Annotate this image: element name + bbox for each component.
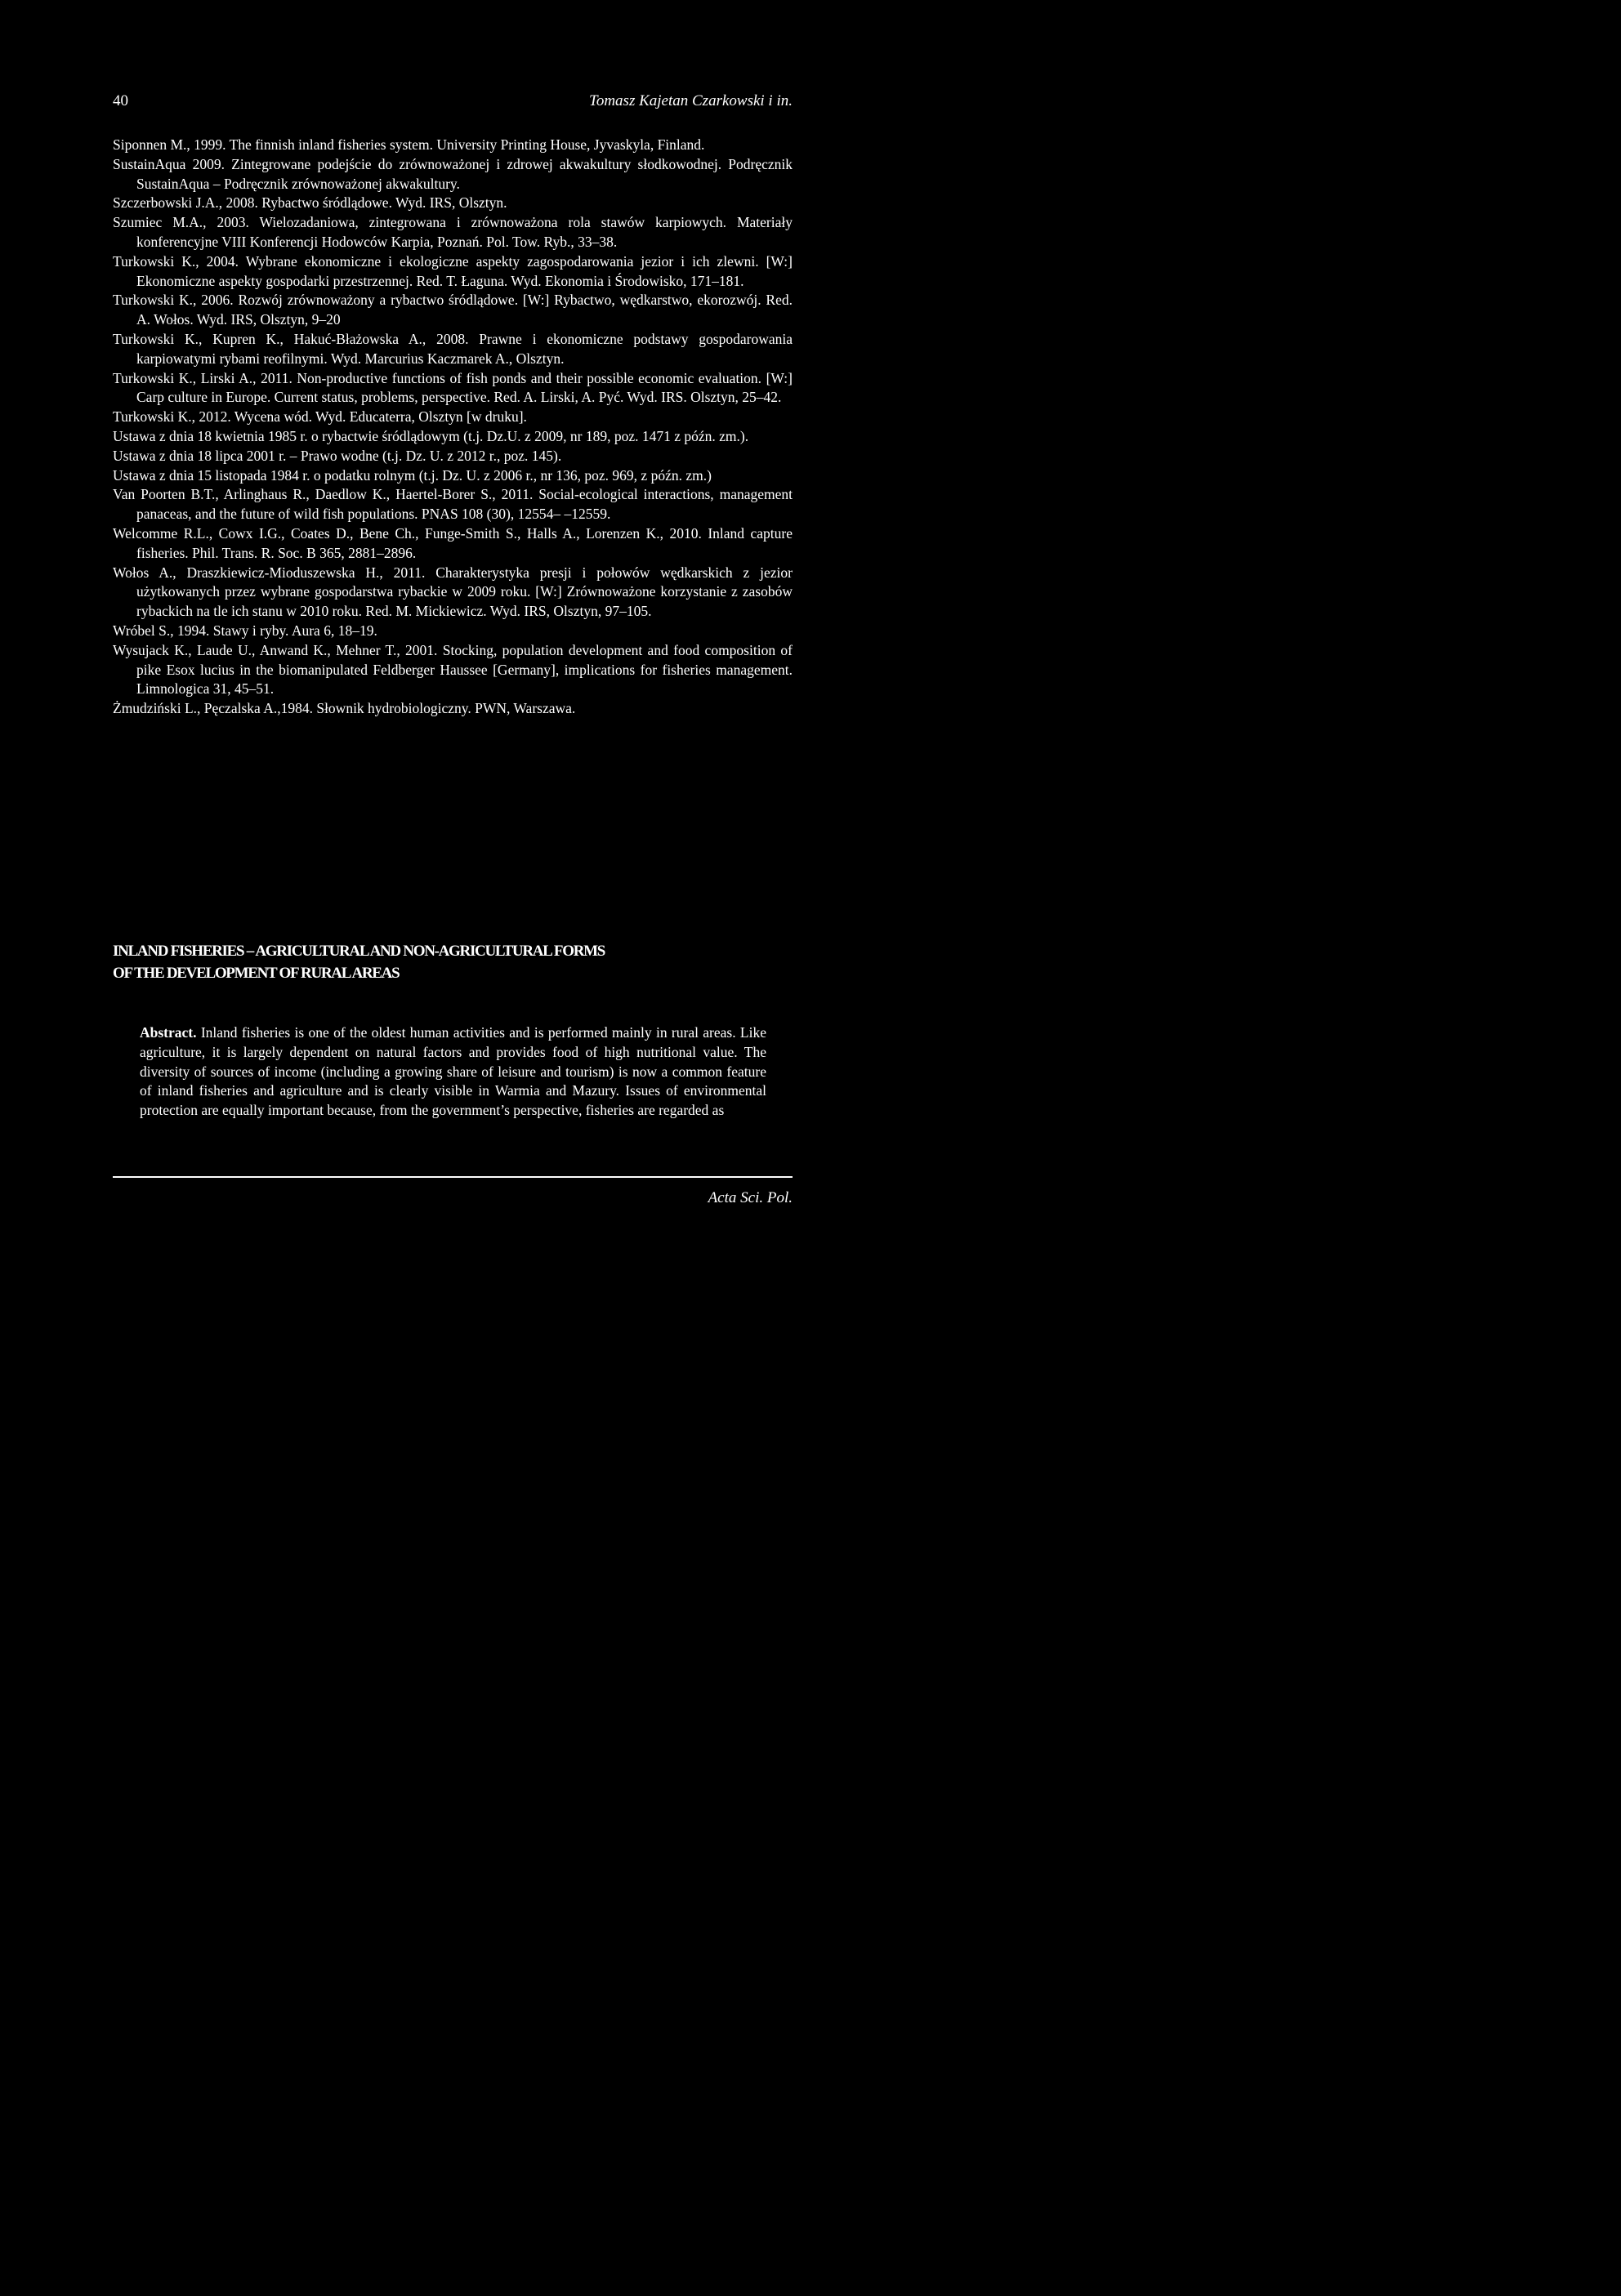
reference-item: Wróbel S., 1994. Stawy i ryby. Aura 6, 18–19. [113,622,377,639]
reference-item: SustainAqua 2009. Zintegrowane podejście do zrównoważonej i zdrowej akwakultury słodkowodnej. Podręcznik SustainAqua – Podręcznik zrównoważonej akwakultury. [113,155,793,192]
page-number: 40 [113,92,128,109]
reference-item: Turkowski K., Kupren K., Hakuć-Błażowska A., 2008. Prawne i ekonomiczne podstawy gospodarowania karpiowatymi rybami reofilnymi. Wyd. Marcurius Kaczmarek A., Olsztyn. [113,330,793,367]
english-title-line: INLAND FISHERIES – AGRICULTURAL AND NON-AGRICULTURAL FORMS [113,943,605,960]
reference-item: Żmudziński L., Pęczalska A.,1984. Słownik hydrobiologiczny. PWN, Warszawa. [113,700,576,717]
english-title [113,940,815,984]
reference-item: Ustawa z dnia 15 listopada 1984 r. o podatku rolnym (t.j. Dz. U. z 2006 r., nr 136, poz. 969, z późn. zm.) [113,466,712,484]
abstract-text: Inland fisheries is one of the oldest human activities and is performed mainly in rural areas. Like agriculture, it is largely dependent on natural factors and provides food of high nutritional value. The diversity of sources of income (including a growing share of leisure and tourism) is now a common feature of inland fisheries and agriculture and is clearly visible in Warmia and Mazury. Issues of environmental protection are equally important because, from the government’s perspective, fisheries are regarded as [140,1024,766,1119]
page [0,0,904,1281]
running-head: Tomasz Kajetan Czarkowski i in. [589,92,793,109]
reference-item: Welcomme R.L., Cowx I.G., Coates D., Bene Ch., Funge-Smith S., Halls A., Lorenzen K., 2010. Inland capture fisheries. Phil. Trans. R. Soc. B 365, 2881–2896. [113,524,793,561]
reference-item: Szczerbowski J.A., 2008. Rybactwo śródlądowe. Wyd. IRS, Olsztyn. [113,194,507,212]
reference-item: Szumiec M.A., 2003. Wielozadaniowa, zintegrowana i zrównoważona rola stawów karpiowych. Materiały konferencyjne VIII Konferencji Hodowców Karpia, Poznań. Pol. Tow. Ryb., 33–38. [113,214,793,250]
reference-item: Wysujack K., Laude U., Anwand K., Mehner T., 2001. Stocking, population development and food composition of pike Esox lucius in the biomanipulated Feldberger Haussee [Germany], implications for fisheries management. Limnologica 31, 45–51. [113,641,793,698]
reference-item: Turkowski K., Lirski A., 2011. Non-productive functions of fish ponds and their possible economic evaluation. [W:] Carp culture in Europe. Current status, problems, perspective. Red. A. Lirski, A. Pyć. Wyd. IRS. Olsztyn, 25–42. [113,369,793,406]
reference-item: Van Poorten B.T., Arlinghaus R., Daedlow K., Haertel-Borer S., 2011. Social-ecological interactions, management panaceas, and the future of wild fish populations. PNAS 108 (30), 12554– –12559. [113,486,793,523]
journal-name: Acta Sci. Pol. [708,1189,793,1206]
footer-divider [113,1176,793,1178]
reference-list [113,136,793,719]
abstract [140,1023,766,1121]
reference-item: Turkowski K., 2004. Wybrane ekonomiczne i ekologiczne aspekty zagospodarowania jezior i ich zlewni. [W:] Ekonomiczne aspekty gospodarki przestrzennej. Red. T. Łaguna. Wyd. Ekonomia i Środowisko, 171–181. [113,252,793,289]
reference-item: Wołos A., Draszkiewicz-Mioduszewska H., 2011. Charakterystyka presji i połowów wędkarskich z jezior użytkowanych przez wybrane gospodarstwa rybackie w 2009 roku. [W:] Zrównoważone korzystanie z zasobów rybackich na tle ich stanu w 2010 roku. Red. M. Mickiewicz. Wyd. IRS, Olsztyn, 97–105. [113,564,793,620]
reference-item: Turkowski K., 2006. Rozwój zrównoważony a rybactwo śródlądowe. [W:] Rybactwo, wędkarstwo, ekorozwój. Red. A. Wołos. Wyd. IRS, Olsztyn, 9–20 [113,292,793,328]
reference-item: Ustawa z dnia 18 kwietnia 1985 r. o rybactwie śródlądowym (t.j. Dz.U. z 2009, nr 189, poz. 1471 z późn. zm.). [113,427,749,444]
reference-item: Siponnen M., 1999. The finnish inland fisheries system. University Printing House, Jyvaskyla, Finland. [113,136,705,153]
reference-item: Turkowski K., 2012. Wycena wód. Wyd. Educaterra, Olsztyn [w druku]. [113,408,527,426]
reference-item: Ustawa z dnia 18 lipca 2001 r. – Prawo wodne (t.j. Dz. U. z 2012 r., poz. 145). [113,447,562,464]
abstract-label: Abstract. [140,1024,197,1041]
english-title-line: OF THE DEVELOPMENT OF RURAL AREAS [113,965,400,982]
